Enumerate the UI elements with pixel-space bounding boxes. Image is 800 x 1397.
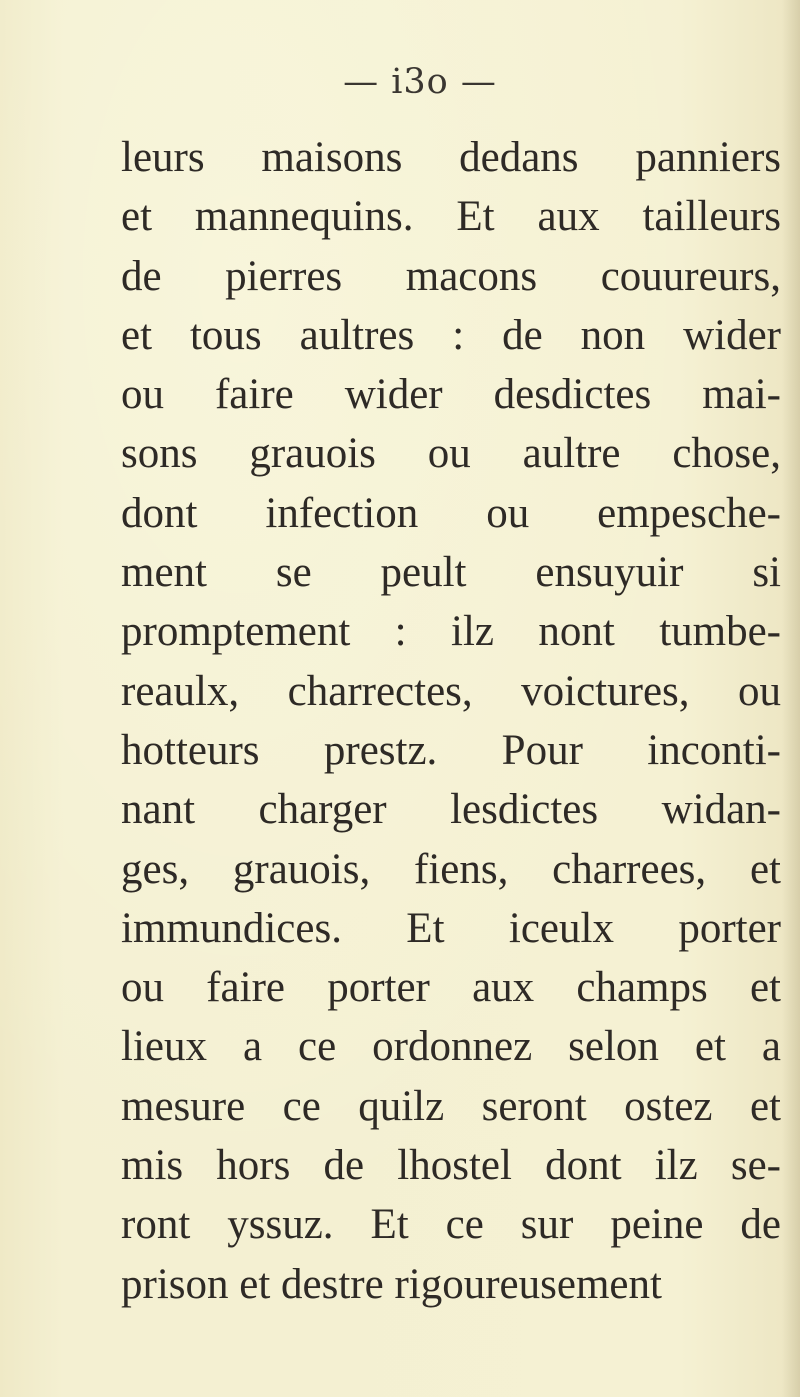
text-line: mis hors de lhostel dont ilz se- xyxy=(121,1142,781,1190)
text-line: hotteurs prestz. Pour inconti- xyxy=(121,726,781,774)
text-line: nant charger lesdictes widan- xyxy=(121,786,781,834)
text-line: promptement : ilz nont tumbe- xyxy=(121,608,781,656)
text-line: reaulx, charrectes, voictures, ou xyxy=(121,667,781,715)
text-line: de pierres macons couureurs, xyxy=(121,252,781,300)
text-line: ment se peult ensuyuir si xyxy=(121,549,781,597)
text-line: prison et destre rigoureusement xyxy=(121,1260,662,1308)
page-edge-shadow xyxy=(782,0,800,1397)
text-line: ront yssuz. Et ce sur peine de xyxy=(121,1201,781,1249)
body-text xyxy=(121,128,781,1314)
text-line: leurs maisons dedans panniers xyxy=(121,134,781,181)
text-line: et mannequins. Et aux tailleurs xyxy=(121,193,781,241)
text-line: mesure ce quilz seront ostez et xyxy=(121,1082,781,1130)
text-line: immundices. Et iceulx porter xyxy=(121,904,781,952)
text-line: ges, grauois, fiens, charrees, et xyxy=(121,845,781,893)
text-line: lieux a ce ordonnez selon et a xyxy=(121,1023,781,1071)
text-line: et tous aultres : de non wider xyxy=(121,311,781,359)
text-line: dont infection ou empesche- xyxy=(121,489,781,537)
page-number-header: — i3o — xyxy=(343,62,497,102)
text-line: ou faire porter aux champs et xyxy=(121,964,781,1012)
text-line: ou faire wider desdictes mai- xyxy=(121,371,781,419)
text-line: sons grauois ou aultre chose, xyxy=(121,430,781,478)
